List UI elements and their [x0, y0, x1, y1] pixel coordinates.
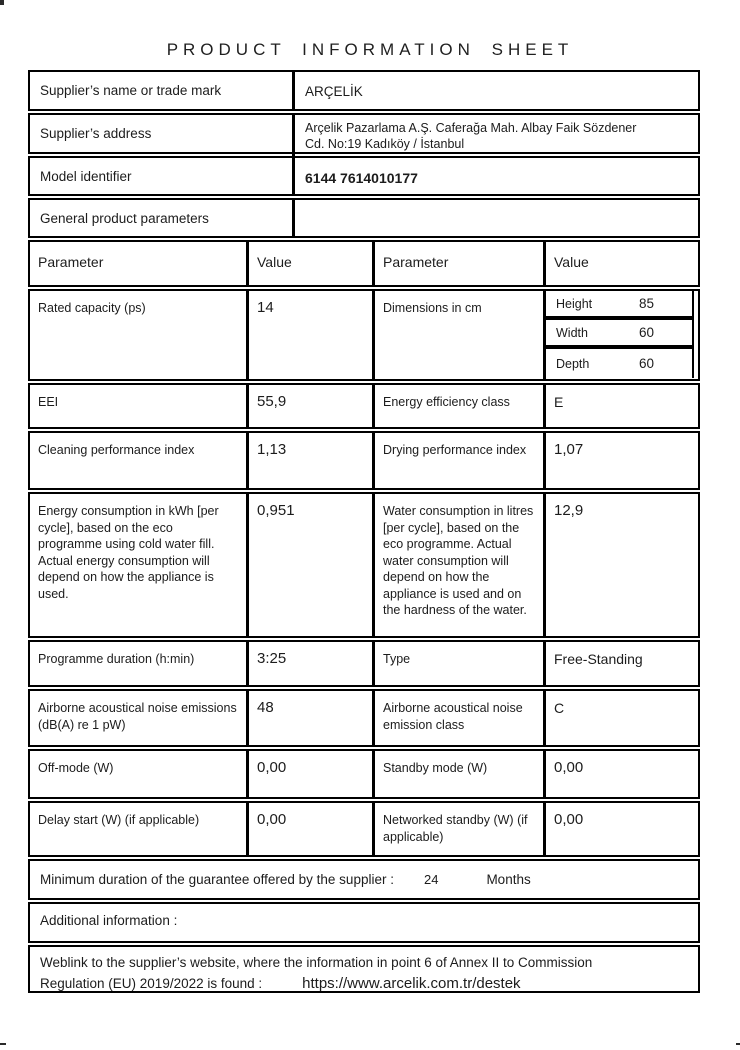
type-value: Free-Standing [543, 642, 698, 685]
dimension-width-label: Width [556, 325, 588, 340]
corner-print-mark-bottom-left [0, 1043, 6, 1045]
info-table [28, 70, 700, 995]
table-row-general-parameters [28, 198, 700, 238]
additional-info-label: Additional information : [40, 913, 178, 928]
energy-consumption-label: Energy consumption in kWh [per cycle], based on the eco programme using cold water fill. Actual energy consumption will depend on how the appliance is used. [38, 504, 219, 601]
supplier-address-line1: Arçelik Pazarlama A.Ş. Caferağa Mah. Albay Faik Sözdener [305, 121, 637, 135]
general-parameters-label: General product parameters [40, 211, 209, 226]
eei-value: 55,9 [246, 385, 372, 427]
drying-index-value: 1,07 [543, 433, 698, 488]
energy-consumption-value: 0,951 [246, 494, 372, 636]
dimensions-label: Dimensions in cm [372, 291, 543, 379]
table-row-consumption [28, 492, 700, 638]
guarantee-unit: Months [486, 872, 531, 887]
dimension-row-width [546, 320, 694, 349]
dimension-height-value: 85 [638, 296, 654, 311]
dimension-depth-label: Depth [556, 356, 590, 371]
delay-start-label: Delay start (W) (if applicable) [38, 813, 200, 827]
table-row-supplier-name [28, 70, 700, 111]
noise-class-value: C [543, 691, 698, 745]
dimension-row-height [546, 291, 694, 320]
noise-class-label: Airborne acoustical noise emission class [372, 691, 543, 745]
weblink-url[interactable]: https://www.arcelik.com.tr/destek [302, 974, 521, 992]
dimensions-subtable [543, 291, 698, 379]
table-row-delay-networked [28, 801, 700, 857]
weblink-prefix: Regulation (EU) 2019/2022 is found : [40, 975, 263, 991]
corner-print-mark-bottom-right [736, 1043, 740, 1045]
dimension-row-depth [546, 349, 694, 378]
off-mode-value: 0,00 [246, 751, 372, 797]
dimension-depth-value: 60 [638, 356, 654, 371]
programme-duration-label: Programme duration (h:min) [38, 652, 195, 666]
table-row-offmode-standby [28, 749, 700, 799]
header-parameter-left: Parameter [38, 254, 104, 270]
drying-index-label: Drying performance index [372, 433, 543, 488]
networked-standby-value: 0,00 [543, 803, 698, 855]
header-parameter-right: Parameter [372, 242, 543, 285]
header-value-right: Value [543, 242, 698, 285]
table-header-row [28, 240, 700, 287]
water-consumption-value: 12,9 [543, 494, 698, 636]
table-row-noise [28, 689, 700, 747]
standby-mode-value: 0,00 [543, 751, 698, 797]
dimension-width-value: 60 [638, 325, 654, 340]
table-row-supplier-address [28, 113, 700, 154]
cleaning-index-label: Cleaning performance index [38, 443, 195, 457]
type-label: Type [372, 642, 543, 685]
dimension-height-label: Height [556, 296, 593, 311]
page-title: PRODUCT INFORMATION SHEET [166, 40, 574, 59]
table-row-eei [28, 383, 700, 429]
networked-standby-label: Networked standby (W) (if applicable) [372, 803, 543, 855]
guarantee-value: 24 [423, 872, 439, 887]
noise-emissions-label: Airborne acoustical noise emissions (dB(A) re 1 pW) [38, 701, 237, 732]
weblink-text-line1: Weblink to the supplier’s website, where the information in point 6 of Annex II to Commission [40, 955, 593, 970]
supplier-address-label: Supplier’s address [40, 126, 152, 141]
cleaning-index-value: 1,13 [246, 433, 372, 488]
supplier-name-value: ARÇELİK [292, 72, 698, 109]
standby-mode-label: Standby mode (W) [372, 751, 543, 797]
supplier-address-value [292, 115, 698, 161]
table-row-capacity-dimensions [28, 289, 700, 381]
model-identifier-label: Model identifier [40, 169, 132, 184]
programme-duration-value: 3:25 [246, 642, 372, 685]
rated-capacity-label: Rated capacity (ps) [38, 301, 146, 315]
corner-print-mark-top-left [0, 0, 4, 5]
energy-class-label: Energy efficiency class [372, 385, 543, 427]
supplier-name-label: Supplier’s name or trade mark [40, 83, 222, 98]
weblink-text-line2 [40, 973, 688, 995]
table-row-additional-info [28, 902, 700, 943]
table-row-duration-type [28, 640, 700, 687]
table-row-weblink [28, 945, 700, 993]
general-parameters-value [292, 200, 698, 236]
model-identifier-value: 6144 7614010177 [292, 158, 698, 194]
guarantee-label: Minimum duration of the guarantee offered by the supplier : [40, 872, 394, 887]
delay-start-value: 0,00 [246, 803, 372, 855]
table-row-guarantee [28, 859, 700, 900]
eei-label: EEI [38, 395, 59, 409]
water-consumption-label: Water consumption in litres [per cycle], based on the eco programme. Actual water consumption will depend on how the appliance is used and on the hardness of the water. [372, 494, 543, 636]
supplier-address-line2: Cd. No:19 Kadıköy / İstanbul [305, 137, 465, 152]
energy-class-value: E [543, 385, 698, 427]
off-mode-label: Off-mode (W) [38, 761, 114, 775]
table-row-performance-index [28, 431, 700, 490]
rated-capacity-value: 14 [246, 291, 372, 379]
noise-emissions-value: 48 [246, 691, 372, 745]
header-value-left: Value [246, 242, 372, 285]
table-row-model-identifier [28, 156, 700, 196]
